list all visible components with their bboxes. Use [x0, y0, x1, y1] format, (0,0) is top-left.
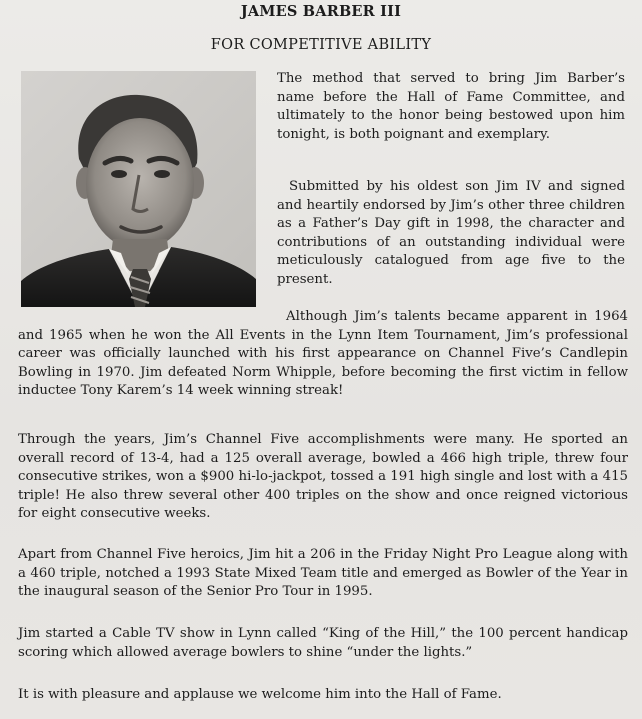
page-title: JAMES BARBER III	[240, 3, 402, 20]
paragraph-submission: Submitted by his oldest son Jim IV and signed and heartily endorsed by Jim’s other three children as a Father’s Day gift in 1998, the character and contributions of an outstanding individual were meticulously catalogued from age five to the present.	[277, 179, 625, 287]
paragraph-cable-show: Jim started a Cable TV show in Lynn called “King of the Hill,” the 100 percent handicap scoring which allowed average bowlers to shine “under the lights.”	[18, 626, 628, 660]
paragraph-channel-five: Through the years, Jim’s Channel Five accomplishments were many. He sported an overall record of 13-4, had a 125 overall average, bowled a 466 high triple, threw four consecutive strikes, won a $900 hi-lo-jackpot, tossed a 191 high single and lost with a 415 triple! He also threw several other 400 triples on the show and once reigned victorious for eight consecutive weeks.	[18, 432, 628, 521]
paragraph-intro: The method that served to bring Jim Barber’s name before the Hall of Fame Committee, and ultimately to the honor being bestowed upon him tonight, is both poignant and exemplary.	[277, 71, 625, 142]
portrait-photo	[21, 71, 256, 307]
page-subtitle: FOR COMPETITIVE ABILITY	[210, 37, 432, 53]
paragraph-pro-league: Apart from Channel Five heroics, Jim hit a 206 in the Friday Night Pro League along with a 460 triple, notched a 1993 State Mixed Team title and emerged as Bowler of the Year in the inaugural season of the Senior Pro Tour in 1995.	[18, 547, 628, 599]
paragraph-career-start: Although Jim’s talents became apparent in 1964 and 1965 when he won the All Events in the Lynn Item Tournament, Jim’s professional career was officially launched with his first appearance on Channel Five’s Candlepin Bowling in 1970. Jim defeated Norm Whipple, before becoming the first victim in fellow inductee Tony Karem’s 14 week winning streak!	[18, 309, 628, 398]
paragraph-closing: It is with pleasure and applause we welcome him into the Hall of Fame.	[18, 687, 502, 702]
